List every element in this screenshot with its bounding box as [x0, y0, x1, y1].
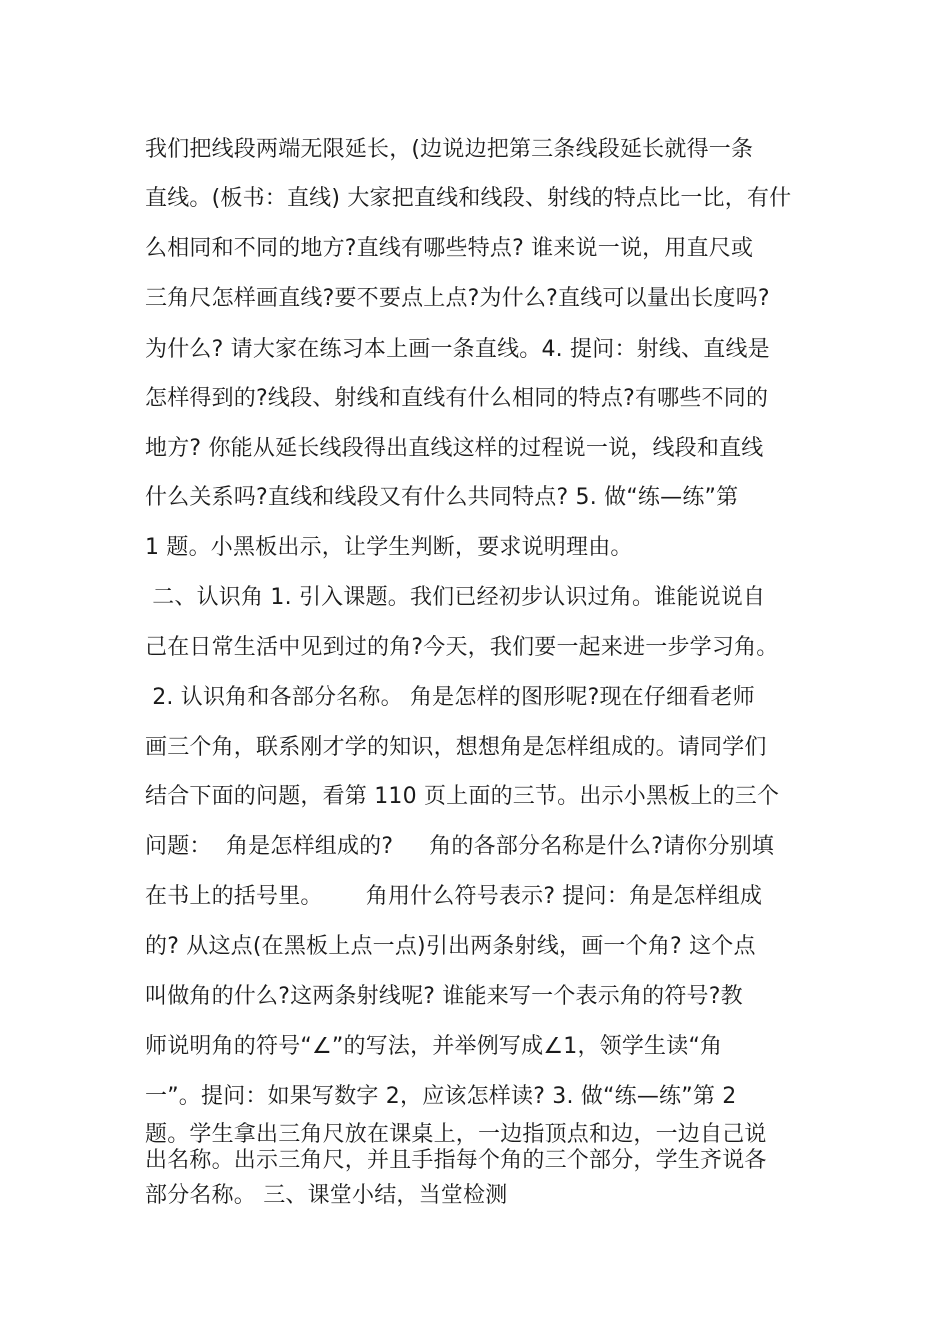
text-line-14: 结合下面的问题，看第 110 页上面的三节。出示小黑板上的三个	[145, 784, 780, 809]
text-line-5: 为什么? 请大家在练习本上画一条直线。4. 提问：射线、直线是	[145, 337, 770, 362]
text-line-13: 画三个角，联系刚才学的知识，想想角是怎样组成的。请同学们	[145, 735, 767, 760]
text-line-23: 部分名称。 三、课堂小结，当堂检测	[145, 1183, 508, 1208]
text-line-2: 直线。(板书：直线) 大家把直线和线段、射线的特点比一比，有什	[145, 186, 792, 211]
text-line-19: 师说明角的符号“∠”的写法，并举例写成∠1，领学生读“角	[145, 1034, 723, 1059]
text-line-18: 叫做角的什么?这两条射线呢? 谁能来写一个表示角的符号?教	[145, 984, 743, 1009]
text-line-20: 一”。提问：如果写数字 2，应该怎样读? 3. 做“练—练”第 2	[145, 1084, 737, 1109]
text-line-16: 在书上的括号里。 角用什么符号表示? 提问：角是怎样组成	[145, 884, 763, 909]
text-line-8: 什么关系吗?直线和线段又有什么共同特点? 5. 做“练—练”第	[145, 485, 739, 510]
text-line-11: 己在日常生活中见到过的角?今天，我们要一起来进一步学习角。	[145, 635, 779, 660]
text-line-1: 我们把线段两端无限延长，(边说边把第三条线段延长就得一条	[145, 137, 754, 162]
text-line-17: 的? 从这点(在黑板上点一点)引出两条射线，画一个角? 这个点	[145, 934, 756, 959]
text-line-6: 怎样得到的?线段、射线和直线有什么相同的特点?有哪些不同的	[145, 386, 769, 411]
text-line-12: 2. 认识角和各部分名称。 角是怎样的图形呢?现在仔细看老师	[145, 685, 755, 710]
text-line-9: 1 题。小黑板出示，让学生判断，要求说明理由。	[145, 535, 633, 560]
text-line-4: 三角尺怎样画直线?要不要点上点?为什么?直线可以量出长度吗?	[145, 286, 770, 311]
text-line-21: 题。学生拿出三角尺放在课桌上，一边指顶点和边，一边自己说	[145, 1122, 767, 1147]
text-line-22: 出名称。出示三角尺，并且手指每个角的三个部分，学生齐说各	[145, 1148, 767, 1173]
text-line-10: 二、认识角 1. 引入课题。我们已经初步认识过角。谁能说说自	[145, 585, 766, 610]
text-line-7: 地方? 你能从延长线段得出直线这样的过程说一说，线段和直线	[145, 436, 764, 461]
text-line-3: 么相同和不同的地方?直线有哪些特点? 谁来说一说，用直尺或	[145, 236, 754, 261]
text-line-15: 问题： 角是怎样组成的? 角的各部分名称是什么?请你分别填	[145, 834, 775, 859]
